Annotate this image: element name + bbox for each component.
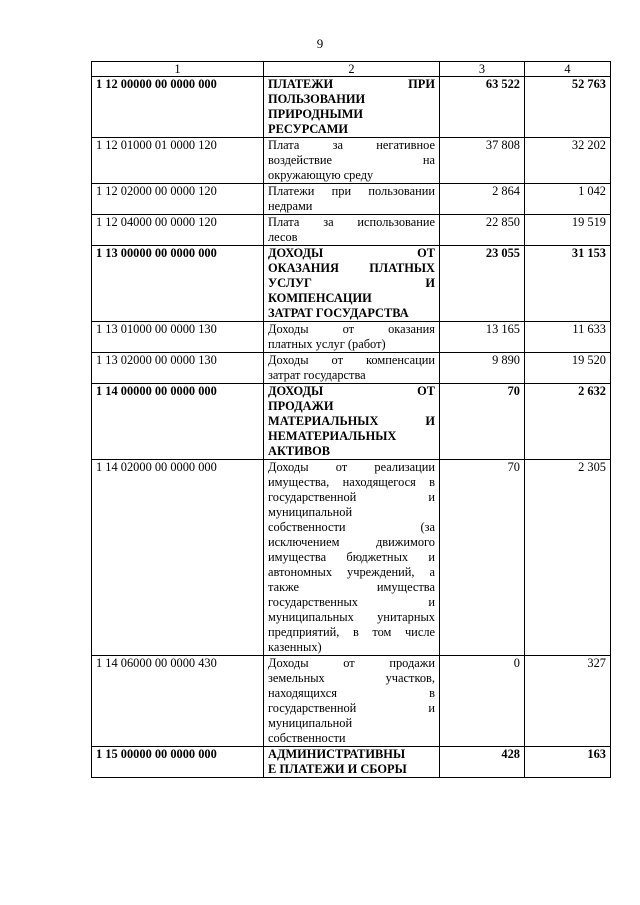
- budget-code-cell: 1 12 04000 00 0000 120: [92, 215, 264, 246]
- revenue-name-line: ПРОДАЖИ: [268, 399, 334, 413]
- value-col4-cell: 163: [525, 747, 611, 778]
- revenue-name-cell: [264, 460, 440, 656]
- revenue-name-line: автономных учреждений, а: [268, 565, 435, 579]
- revenue-name-line: лесов: [268, 230, 298, 244]
- budget-code-cell: 1 13 02000 00 0000 130: [92, 353, 264, 384]
- value-col4-cell: 32 202: [525, 138, 611, 184]
- budget-code-cell: 1 13 00000 00 0000 000: [92, 246, 264, 322]
- table-row: [92, 322, 611, 353]
- revenue-name-cell: [264, 246, 440, 322]
- revenue-name-line: имущества бюджетных и: [268, 550, 435, 564]
- table-row: [92, 246, 611, 322]
- revenue-name-cell: [264, 747, 440, 778]
- revenue-name-line: ЗАТРАТ ГОСУДАРСТВА: [268, 306, 409, 320]
- revenue-name-line: УСЛУГ И: [268, 276, 435, 290]
- revenue-name-line: Доходы от компенсации: [268, 353, 435, 367]
- table-row: [92, 215, 611, 246]
- revenue-name-cell: [264, 322, 440, 353]
- table-row: [92, 656, 611, 747]
- budget-code-cell: 1 12 02000 00 0000 120: [92, 184, 264, 215]
- revenue-name-cell: [264, 138, 440, 184]
- revenue-name-line: НЕМАТЕРИАЛЬНЫХ: [268, 429, 397, 443]
- value-col4-cell: 2 632: [525, 384, 611, 460]
- revenue-name-line: недрами: [268, 199, 313, 213]
- value-col3-cell: 63 522: [440, 77, 525, 138]
- revenue-name-line: государственных и: [268, 595, 435, 609]
- revenue-name-line: казенных): [268, 640, 322, 654]
- revenue-name-line: АКТИВОВ: [268, 444, 331, 458]
- value-col4-cell: 11 633: [525, 322, 611, 353]
- table-row: [92, 138, 611, 184]
- revenue-name-line: муниципальных унитарных: [268, 610, 435, 624]
- revenue-name-line: Платежи при пользовании: [268, 184, 435, 198]
- value-col4-cell: 31 153: [525, 246, 611, 322]
- value-col4-cell: 52 763: [525, 77, 611, 138]
- value-col3-cell: 70: [440, 460, 525, 656]
- page-number: 9: [316, 36, 324, 51]
- table-row: [92, 184, 611, 215]
- revenue-name-line: РЕСУРСАМИ: [268, 122, 349, 136]
- revenue-name-line: окружающую среду: [268, 168, 374, 182]
- revenue-name-line: государственной и: [268, 701, 435, 715]
- revenue-name-line: Плата за использование: [268, 215, 435, 229]
- revenue-name-cell: [264, 184, 440, 215]
- revenue-name-line: ДОХОДЫ ОТ: [268, 384, 435, 398]
- revenue-name-line: ДОХОДЫ ОТ: [268, 246, 435, 260]
- revenue-name-line: КОМПЕНСАЦИИ: [268, 291, 372, 305]
- table-row: [92, 353, 611, 384]
- revenue-name-line: Доходы от реализации: [268, 460, 435, 474]
- revenue-name-cell: [264, 656, 440, 747]
- header-cell: 3: [440, 62, 525, 77]
- revenue-name-line: воздействие на: [268, 153, 435, 167]
- revenue-name-line: муниципальной: [268, 716, 353, 730]
- budget-code-cell: 1 14 06000 00 0000 430: [92, 656, 264, 747]
- budget-code-cell: 1 12 01000 01 0000 120: [92, 138, 264, 184]
- value-col3-cell: 37 808: [440, 138, 525, 184]
- revenue-name-line: затрат государства: [268, 368, 366, 382]
- revenue-name-line: земельных участков,: [268, 671, 435, 685]
- value-col4-cell: 19 520: [525, 353, 611, 384]
- revenue-name-line: находящихся в: [268, 686, 435, 700]
- value-col4-cell: 2 305: [525, 460, 611, 656]
- revenue-name-cell: [264, 353, 440, 384]
- table-header-row: [92, 62, 611, 77]
- table-row: [92, 384, 611, 460]
- revenue-name-line: предприятий, в том числе: [268, 625, 435, 639]
- budget-code-cell: 1 14 02000 00 0000 000: [92, 460, 264, 656]
- revenue-name-line: также имущества: [268, 580, 435, 594]
- revenue-name-cell: [264, 384, 440, 460]
- revenue-name-line: собственности (за: [268, 520, 435, 534]
- value-col3-cell: 0: [440, 656, 525, 747]
- revenue-name-line: имущества, находящегося в: [268, 475, 435, 489]
- revenue-name-cell: [264, 77, 440, 138]
- value-col3-cell: 428: [440, 747, 525, 778]
- revenue-name-line: исключением движимого: [268, 535, 435, 549]
- revenue-name-line: ПОЛЬЗОВАНИИ: [268, 92, 366, 106]
- revenue-name-line: Плата за негативное: [268, 138, 435, 152]
- value-col4-cell: 327: [525, 656, 611, 747]
- revenue-name-line: Доходы от оказания: [268, 322, 435, 336]
- budget-code-cell: 1 14 00000 00 0000 000: [92, 384, 264, 460]
- table-row: [92, 747, 611, 778]
- value-col3-cell: 70: [440, 384, 525, 460]
- revenue-name-line: ПРИРОДНЫМИ: [268, 107, 364, 121]
- header-cell: 2: [264, 62, 440, 77]
- budget-code-cell: 1 12 00000 00 0000 000: [92, 77, 264, 138]
- revenue-name-line: МАТЕРИАЛЬНЫХ И: [268, 414, 435, 428]
- table-row: [92, 460, 611, 656]
- value-col3-cell: 2 864: [440, 184, 525, 215]
- revenue-name-line: муниципальной: [268, 505, 353, 519]
- revenue-name-line: Е ПЛАТЕЖИ И СБОРЫ: [268, 762, 407, 776]
- value-col3-cell: 13 165: [440, 322, 525, 353]
- budget-code-cell: 1 15 00000 00 0000 000: [92, 747, 264, 778]
- header-cell: 4: [525, 62, 611, 77]
- revenue-name-line: ОКАЗАНИЯ ПЛАТНЫХ: [268, 261, 435, 275]
- revenue-name-line: АДМИНИСТРАТИВНЫ: [268, 747, 406, 761]
- table-row: [92, 77, 611, 138]
- revenue-name-line: ПЛАТЕЖИ ПРИ: [268, 77, 435, 91]
- revenue-name-line: платных услуг (работ): [268, 337, 386, 351]
- value-col3-cell: 23 055: [440, 246, 525, 322]
- value-col3-cell: 9 890: [440, 353, 525, 384]
- revenue-name-cell: [264, 215, 440, 246]
- revenue-name-line: Доходы от продажи: [268, 656, 435, 670]
- value-col4-cell: 1 042: [525, 184, 611, 215]
- revenue-table: [91, 61, 611, 778]
- budget-code-cell: 1 13 01000 00 0000 130: [92, 322, 264, 353]
- value-col4-cell: 19 519: [525, 215, 611, 246]
- revenue-name-line: собственности: [268, 731, 346, 745]
- value-col3-cell: 22 850: [440, 215, 525, 246]
- header-cell: 1: [92, 62, 264, 77]
- revenue-name-line: государственной и: [268, 490, 435, 504]
